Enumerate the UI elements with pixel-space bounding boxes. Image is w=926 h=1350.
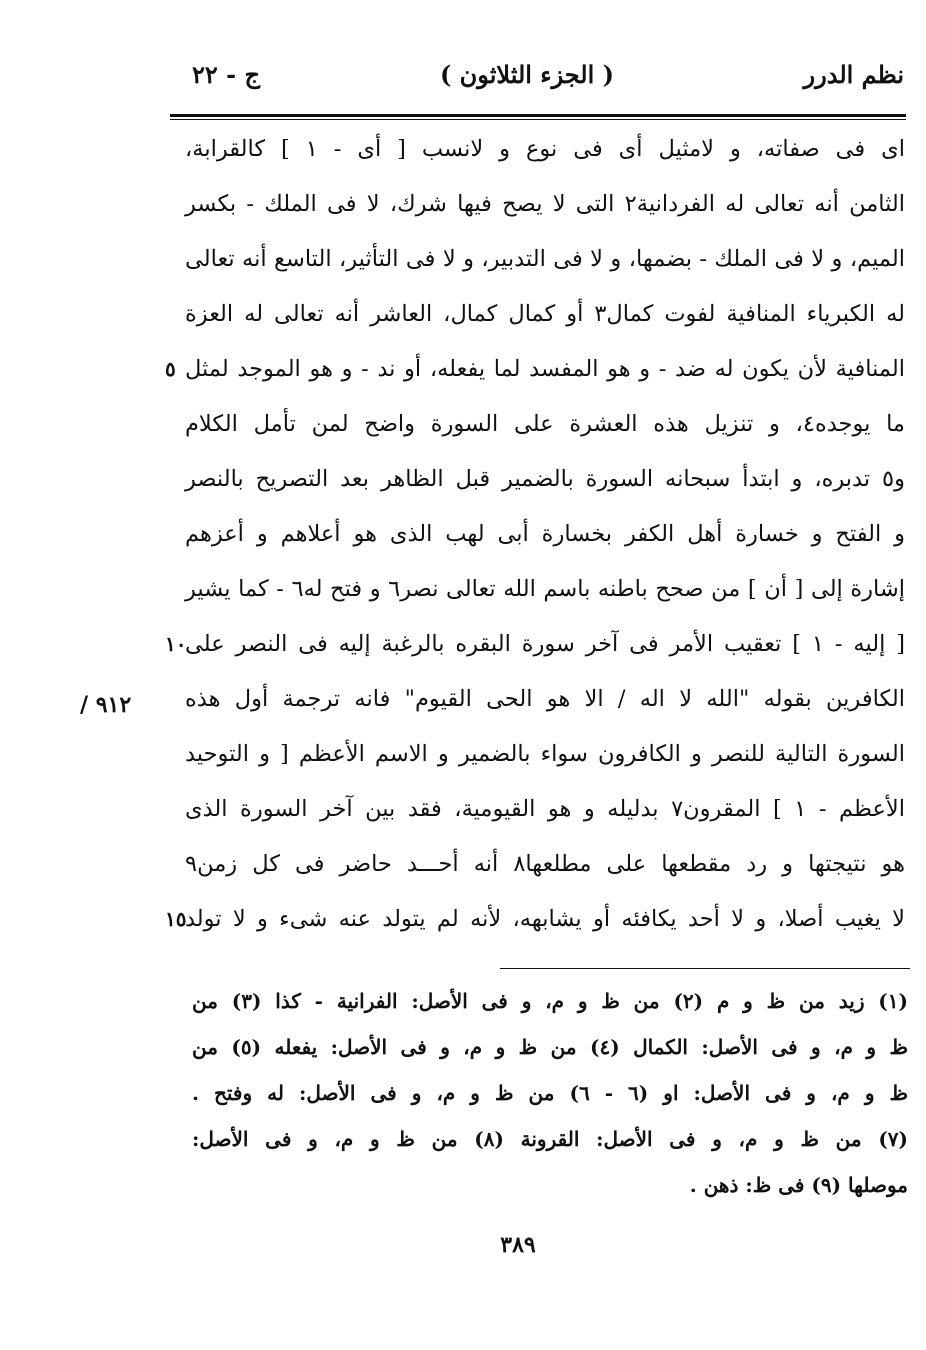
part-label: ( الجزء الثلاثون ) bbox=[439, 60, 614, 89]
header-rule bbox=[170, 114, 906, 117]
footnote-line: ظ و م، و فى الأصل: الكمال (٤) من ظ و م، و فى الأصل: يفعله (٥) من bbox=[192, 1035, 908, 1059]
running-header bbox=[172, 60, 904, 104]
text-line: إشارة إلى [ أن ] من صحح باطنه باسم الله تعالى نصر٦ و فتح له٦ - كما يشير bbox=[185, 576, 905, 602]
footnote-line: (١) زيد من ظ و م (٢) من ظ و م، و فى الأصل: الفرانية - كذا (٣) من bbox=[192, 989, 908, 1013]
line-number: ١٠ bbox=[165, 632, 187, 656]
footnotes bbox=[192, 978, 908, 1208]
volume-label: ج - ٢٢ bbox=[192, 60, 260, 89]
text-line: له الكبرياء المنافية لفوت كمال٣ أو كمال كمال، العاشر أنه تعالى له العزة bbox=[185, 301, 905, 327]
text-line: ما يوجده٤، و تنزيل هذه العشرة على السورة واضح لمن تأمل الكلام bbox=[185, 411, 905, 437]
text-line: المنافية لأن يكون له ضد - و هو المفسد لما يفعله، أو ند - و هو الموجد لمثل ٥ bbox=[185, 342, 905, 397]
text-line: السورة التالية للنصر و الكافرون سواء بالضمير و الاسم الأعظم [ و التوحيد bbox=[185, 741, 905, 767]
footnote-rule bbox=[500, 968, 910, 969]
manuscript-folio-marker: ٩١٢ / bbox=[80, 692, 132, 718]
text-line: لا يغيب أصلا، و لا أحد يكافئه أو يشابهه، لأنه لم يتولد عنه شىء و لا تولد ١٥ bbox=[185, 892, 905, 947]
line-number: ١٥ bbox=[165, 907, 187, 931]
main-text bbox=[165, 122, 906, 947]
header-rule-thin bbox=[170, 119, 906, 120]
text-line: اى فى صفاته، و لامثيل أى فى نوع و لانسب [ أى - ١ ] كالقرابة، bbox=[185, 136, 905, 162]
text-line: [ إليه - ١ ] تعقيب الأمر فى آخر سورة البقره بالرغبة إليه فى النصر على ١٠ bbox=[185, 617, 905, 672]
text-line: هو نتيجتها و رد مقطعها على مطلعها٨ أنه أحـــد حاضر فى كل زمن٩ bbox=[185, 851, 905, 877]
text-line: الكافرين بقوله "الله لا اله / الا هو الحى القيوم" فانه ترجمة أول هذه bbox=[185, 686, 905, 712]
line-number: ٥ bbox=[165, 357, 176, 381]
page-number: ٣٨٩ bbox=[500, 1232, 536, 1258]
text-line: و٥ تدبره، و ابتدأ سبحانه السورة بالضمير قبل الظاهر بعد التصريح بالنصر bbox=[185, 466, 905, 492]
text-line: الأعظم - ١ ] المقرون٧ بدليله و هو القيومية، فقد بين آخر السورة الذى bbox=[185, 796, 905, 822]
footnote-line: موصلها (٩) فى ظ: ذهن . bbox=[689, 1173, 908, 1197]
footnote-line: (٧) من ظ و م، و فى الأصل: القرونة (٨) من ظ و م، و فى الأصل: bbox=[192, 1127, 908, 1151]
text-line: الثامن أنه تعالى له الفردانية٢ التى لا يصح فيها شرك، لا فى الملك - بكسر bbox=[185, 191, 905, 217]
footnote-line: ظ و م، و فى الأصل: او (٦ - ٦) من ظ و م، و فى الأصل: له وفتح . bbox=[192, 1081, 908, 1105]
text-line: الميم، و لا فى الملك - بضمها، و لا فى التدبير، و لا فى التأثير، التاسع أنه تعالى bbox=[185, 246, 905, 272]
text-line: و الفتح و خسارة أهل الكفر بخسارة أبى لهب الذى هو أعلاهم و أعزهم bbox=[185, 521, 905, 547]
book-title: نظم الدرر bbox=[803, 60, 904, 89]
